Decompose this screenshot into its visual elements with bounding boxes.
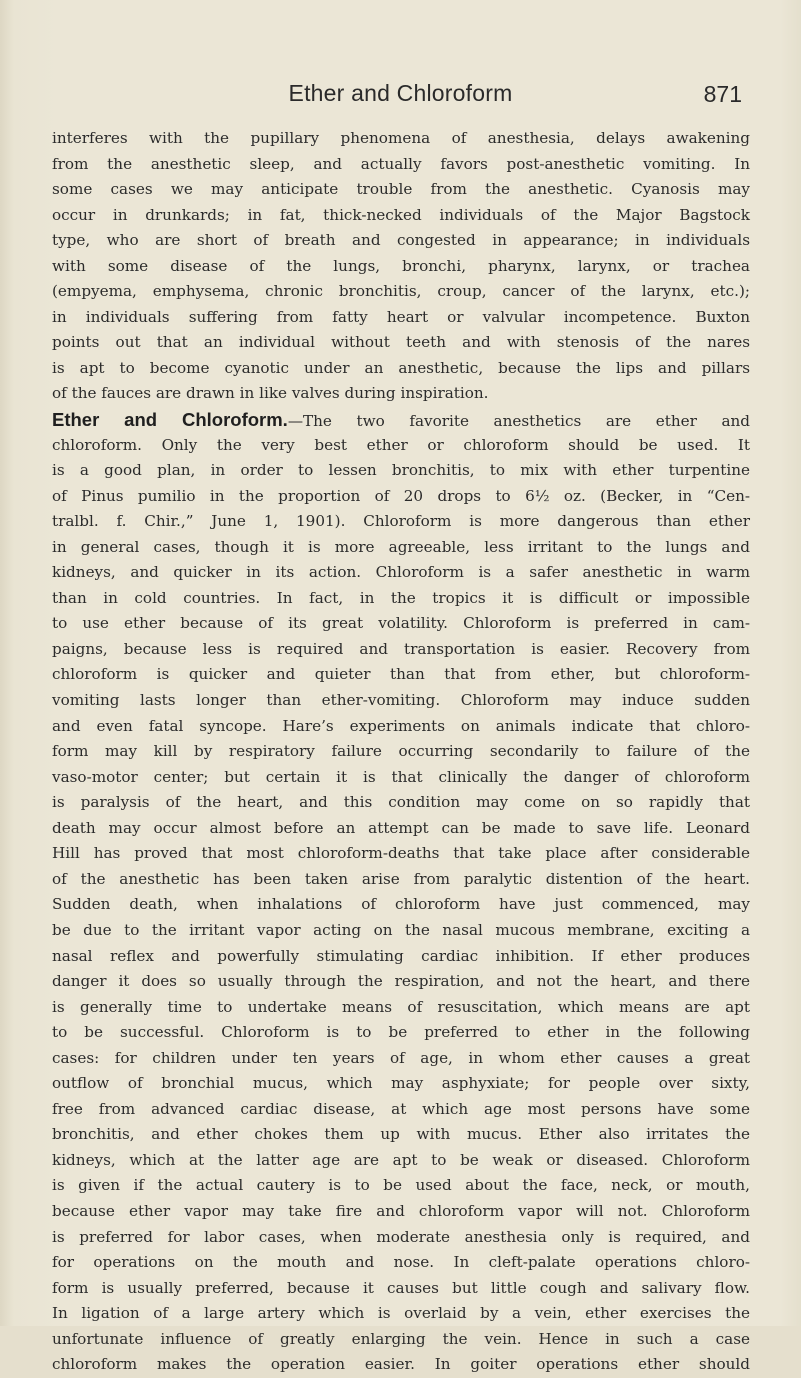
text-line: paigns, because less is required and transportation is easier. Recovery from (52, 639, 750, 658)
text-line: unfortunate influence of greatly enlarging the vein. Hence in such a case (52, 1329, 750, 1348)
text-line: is given if the actual cautery is to be used about the face, neck, or mouth, (52, 1176, 750, 1195)
text-line: interferes with the pupillary phenomena of anesthesia, delays awakening (52, 129, 750, 147)
section-heading: Ether and Chloroform. (52, 409, 288, 431)
text-line: bronchitis, and ether chokes them up with mucus. Ether also irritates the (52, 1125, 750, 1144)
text-line: form is usually preferred, because it causes but little cough and salivary flow. (52, 1278, 750, 1297)
section-heading-line (52, 407, 750, 433)
text-line: than in cold countries. In fact, in the tropics it is difficult or impossible (52, 588, 750, 607)
text-line: In ligation of a large artery which is overlaid by a vein, ether exercises the (52, 1304, 750, 1323)
text-line: is apt to become cyanotic under an anesthetic, because the lips and pillars (52, 358, 750, 377)
running-head: Ether and Chloroform (288, 80, 513, 106)
text-line: form may kill by respiratory failure occurring secondarily to failure of the (52, 742, 750, 761)
text-line: points out that an individual without teeth and with stenosis of the nares (52, 333, 750, 352)
text-line: kidneys, and quicker in its action. Chloroform is a safer anesthetic in warm (52, 563, 750, 582)
text-line: vomiting lasts longer than ether-vomiting. Chloroform may induce sudden (52, 691, 750, 710)
text-line: outflow of bronchial mucus, which may asphyxiate; for people over sixty, (52, 1074, 750, 1093)
text-line: for operations on the mouth and nose. In cleft-palate operations chloro- (52, 1253, 750, 1272)
text-line: is a good plan, in order to lessen bronchitis, to mix with ether turpentine (52, 461, 750, 480)
text-line: tralbl. f. Chir.,” June 1, 1901). Chloroform is more dangerous than ether (52, 512, 750, 531)
text-line: is generally time to undertake means of resuscitation, which means are apt (52, 997, 750, 1016)
text-line: chloroform is quicker and quieter than that from ether, but chloroform- (52, 665, 750, 684)
text-line: from the anesthetic sleep, and actually favors post-anesthetic vomiting. In (52, 154, 750, 173)
text-line: of the anesthetic has been taken arise from paralytic distention of the heart. (52, 869, 750, 888)
text-line: vaso-motor center; but certain it is that clinically the danger of chloroform (52, 767, 750, 786)
text-line: (empyema, emphysema, chronic bronchitis, croup, cancer of the larynx, etc.); (52, 282, 750, 301)
text-line: kidneys, which at the latter age are apt to be weak or diseased. Chloroform (52, 1150, 750, 1169)
text-line: to use ether because of its great volatility. Chloroform is preferred in cam- (52, 614, 750, 633)
text-line: of Pinus pumilio in the proportion of 20 drops to 6½ oz. (Becker, in “Cen- (52, 486, 750, 505)
text-line: with some disease of the lungs, bronchi, pharynx, larynx, or trachea (52, 256, 750, 275)
text-line-rest: —The two favorite anesthetics are ether and (287, 412, 751, 431)
text-line: type, who are short of breath and congested in appearance; in individuals (52, 231, 750, 250)
text-line: danger it does so usually through the respiration, and not the heart, and there (52, 972, 750, 991)
text-line: chloroform makes the operation easier. In goiter operations ether should (52, 1355, 750, 1374)
text-line: Hill has proved that most chloroform-deaths that take place after considerable (52, 844, 750, 863)
text-line: death may occur almost before an attempt can be made to save life. Leonard (52, 818, 750, 837)
text-line: because ether vapor may take fire and chloroform vapor will not. Chloroform (52, 1201, 750, 1220)
page-header (0, 80, 801, 110)
text-line: in individuals suffering from fatty heart or valvular incompetence. Buxton (52, 307, 750, 326)
page-number: 871 (703, 81, 742, 107)
text-line: nasal reflex and powerfully stimulating cardiac inhibition. If ether produces (52, 946, 750, 965)
text-line: occur in drunkards; in fat, thick-necked individuals of the Major Bagstock (52, 205, 750, 224)
text-line: in general cases, though it is more agreeable, less irritant to the lungs and (52, 537, 750, 556)
text-line: of the fauces are drawn in like valves during inspiration. (52, 384, 489, 403)
text-line: is preferred for labor cases, when moderate anesthesia only is required, and (52, 1227, 750, 1246)
text-line: cases: for children under ten years of age, in whom ether causes a great (52, 1048, 750, 1067)
paragraph-1 (52, 126, 750, 407)
text-line: to be successful. Chloroform is to be preferred to ether in the following (52, 1023, 750, 1042)
text-line: Sudden death, when inhalations of chloroform have just commenced, may (52, 895, 750, 914)
paragraph-2 (52, 407, 750, 1378)
text-line: be due to the irritant vapor acting on the nasal mucous membrane, exciting a (52, 920, 750, 939)
text-line: is paralysis of the heart, and this condition may come on so rapidly that (52, 793, 750, 812)
text-line: chloroform. Only the very best ether or chloroform should be used. It (52, 435, 750, 454)
text-line: some cases we may anticipate trouble from the anesthetic. Cyanosis may (52, 180, 750, 199)
text-line: and even fatal syncope. Hare’s experiments on animals indicate that chloro- (52, 716, 750, 735)
body-text (52, 126, 750, 1378)
text-line: free from advanced cardiac disease, at which age most persons have some (52, 1099, 750, 1118)
